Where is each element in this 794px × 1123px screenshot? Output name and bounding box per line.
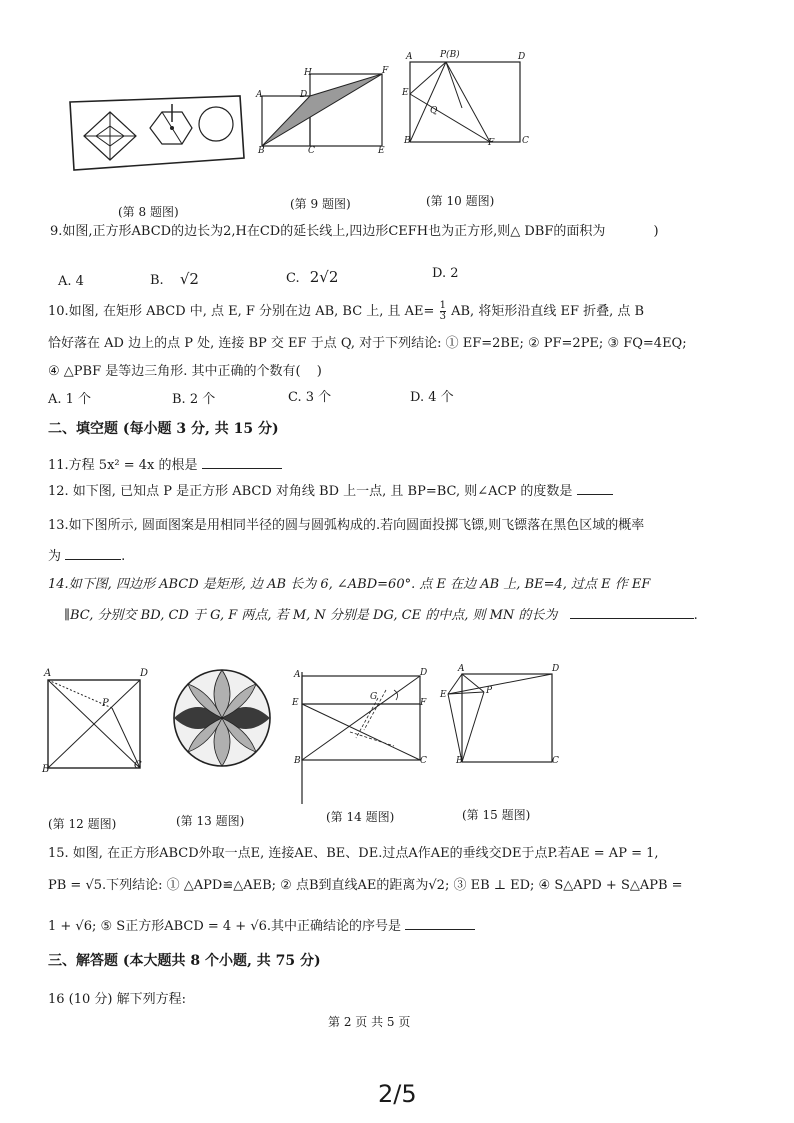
fig9-label-e: E xyxy=(378,146,385,156)
question-10-line-3 xyxy=(48,360,322,379)
question-10-line-2: 恰好落在 AD 边上的点 P 处, 连接 BP 交 EF 于点 Q, 对于下列结论: ① EF=2BE; ② PF=2PE; ③ FQ=4EQ; xyxy=(48,336,687,351)
fig9-label-c: C xyxy=(308,146,315,156)
question-14-line-1: 14.如下图, 四边形 ABCD 是矩形, 边 AB 长为 6, ∠ABD=60°. 点 E 在边 AB 上, BE=4, 过点 E 作 EF xyxy=(48,577,651,592)
q14-answer-blank[interactable] xyxy=(570,618,694,619)
figure-15-labels xyxy=(440,664,564,774)
figure-13 xyxy=(166,662,278,774)
q9-option-b-value: √2 xyxy=(179,270,199,288)
section-3-title: 三、解答题 (本大题共 8 个小题, 共 75 分) xyxy=(48,953,321,969)
fig10-label-b: B xyxy=(404,136,411,146)
fig14-label-g: G xyxy=(370,692,378,702)
fig12-label-b: B xyxy=(42,764,50,775)
page-footer: 第 2 页 共 5 页 xyxy=(328,1015,411,1029)
fig10-label-f: F xyxy=(488,138,495,148)
figure-12-caption: (第 12 题图) xyxy=(48,817,117,831)
q14-line2-text: ∥BC, 分别交 BD, CD 于 G, F 两点, 若 M, N 分别是 DG, CE 的中点, 则 MN 的长为 xyxy=(64,608,558,623)
q10-option-a: A. 1 个 xyxy=(48,392,92,407)
q9-paren: ) xyxy=(653,224,659,239)
q9-option-a: A. 4 xyxy=(58,274,84,289)
fig12-label-c: C xyxy=(134,760,142,771)
q15-line3-text: 1 + √6; ⑤ S正方形ABCD = 4 + √6.其中正确结论的序号是 xyxy=(48,919,402,934)
question-12 xyxy=(48,480,613,499)
q10-line3-tail: ) xyxy=(316,364,322,379)
figure-9-caption: (第 9 题图) xyxy=(290,197,351,211)
figure-10-caption: (第 10 题图) xyxy=(426,194,495,208)
q13-answer-blank[interactable] xyxy=(65,559,121,560)
fig15-label-c: C xyxy=(552,756,559,766)
question-16: 16 (10 分) 解下列方程: xyxy=(48,992,187,1007)
fig9-label-f: F xyxy=(382,66,389,76)
section-2-title: 二、填空题 (每小题 3 分, 共 15 分) xyxy=(48,421,279,437)
q9-option-c xyxy=(286,268,338,286)
fig14-label-d: D xyxy=(420,668,428,678)
q10-option-c: C. 3 个 xyxy=(288,390,332,405)
fig14-label-c: C xyxy=(420,756,427,766)
page-indicator: 2/5 xyxy=(378,1080,417,1108)
q10-fraction xyxy=(440,301,446,322)
fig12-label-p: P xyxy=(102,698,109,709)
fig15-label-e: E xyxy=(440,690,447,700)
fig10-label-q: Q xyxy=(430,106,438,116)
figure-13-caption: (第 13 题图) xyxy=(176,814,245,828)
fig9-label-h: H xyxy=(304,68,312,78)
fig14-label-e: E xyxy=(292,698,299,708)
q9-option-c-label: C. xyxy=(286,271,300,286)
q10-line1-tail: AB, 将矩形沿直线 EF 折叠, 点 B xyxy=(451,304,645,319)
q9-option-c-value: 2√2 xyxy=(309,268,339,286)
q10-option-b: B. 2 个 xyxy=(172,392,216,407)
fig14-label-b: B xyxy=(294,756,301,766)
q13-line2-text: 为 xyxy=(48,549,62,564)
question-15-line-3 xyxy=(48,915,475,934)
fig15-label-a: A xyxy=(458,664,465,674)
q11-answer-blank[interactable] xyxy=(202,468,282,469)
q10-frac-den: 3 xyxy=(439,311,446,322)
fig15-label-p: P xyxy=(486,686,493,696)
fig9-label-b: B xyxy=(258,146,265,156)
q12-answer-blank[interactable] xyxy=(577,494,613,495)
q10-line1-text: 10.如图, 在矩形 ABCD 中, 点 E, F 分别在边 AB, BC 上, 且 AE= xyxy=(48,304,435,319)
question-11 xyxy=(48,454,282,473)
fig10-label-c: C xyxy=(522,136,529,146)
figure-14-labels xyxy=(290,668,430,808)
question-14-line-2: ∥BC, 分别交 BD, CD 于 G, F 两点, 若 M, N 分别是 DG, CE 的中点, 则 MN 的长为 . xyxy=(64,608,698,623)
figure-8 xyxy=(68,92,248,174)
q10-frac-num: 1 xyxy=(439,300,446,311)
fig10-label-a: A xyxy=(406,52,413,62)
figure-10-labels xyxy=(402,52,532,152)
fig10-label-pb: P(B) xyxy=(440,50,460,60)
fig10-label-e: E xyxy=(402,88,409,98)
q9-option-b-label: B. xyxy=(150,273,164,288)
fig15-label-d: D xyxy=(552,664,560,674)
question-9-stem xyxy=(50,220,659,239)
fig9-label-d: D xyxy=(300,90,308,100)
question-13-line-2: 为 . xyxy=(48,549,126,564)
question-10-line-1 xyxy=(48,300,644,322)
fig9-label-a: A xyxy=(256,90,263,100)
q12-text: 12. 如下图, 已知点 P 是正方形 ABCD 对角线 BD 上一点, 且 BP=BC, 则∠ACP 的度数是 xyxy=(48,484,573,499)
q11-text: 11.方程 5x² = 4x 的根是 xyxy=(48,458,198,473)
question-13-line-1: 13.如下图所示, 圆面图案是用相同半径的圆与圆弧构成的.若向圆面投掷飞镖,则飞镖落在黑色区域的概率 xyxy=(48,518,645,533)
fig12-label-d: D xyxy=(140,668,149,679)
q15-answer-blank[interactable] xyxy=(405,929,475,930)
q9-option-b xyxy=(150,270,199,288)
figure-9-labels xyxy=(254,66,394,158)
figure-8-caption: (第 8 题图) xyxy=(118,205,179,219)
figure-12-labels xyxy=(40,668,152,778)
fig12-label-a: A xyxy=(44,668,52,679)
fig14-label-f: F xyxy=(420,698,427,708)
fig10-label-d: D xyxy=(518,52,526,62)
question-15-line-2: PB = √5.下列结论: ① △APD≌△AEB; ② 点B到直线AE的距离为√2; ③ EB ⊥ ED; ④ S△APD + S△APB = xyxy=(48,878,683,893)
q10-line3-text: ④ △PBF 是等边三角形. 其中正确的个数有( xyxy=(48,364,301,379)
q9-option-d: D. 2 xyxy=(432,266,459,281)
figure-15-caption: (第 15 题图) xyxy=(462,808,531,822)
figure-8-circle xyxy=(199,107,233,141)
figure-14-caption: (第 14 题图) xyxy=(326,810,395,824)
question-15-line-1: 15. 如图, 在正方形ABCD外取一点E, 连接AE、BE、DE.过点A作AE的垂线交DE于点P.若AE = AP = 1, xyxy=(48,846,659,861)
fig14-label-a: A xyxy=(294,670,301,680)
fig15-label-b: B xyxy=(456,756,463,766)
q9-stem-text: 9.如图,正方形ABCD的边长为2,H在CD的延长线上,四边形CEFH也为正方形,则△ DBF的面积为 xyxy=(50,224,606,239)
q10-option-d: D. 4 个 xyxy=(410,390,454,405)
